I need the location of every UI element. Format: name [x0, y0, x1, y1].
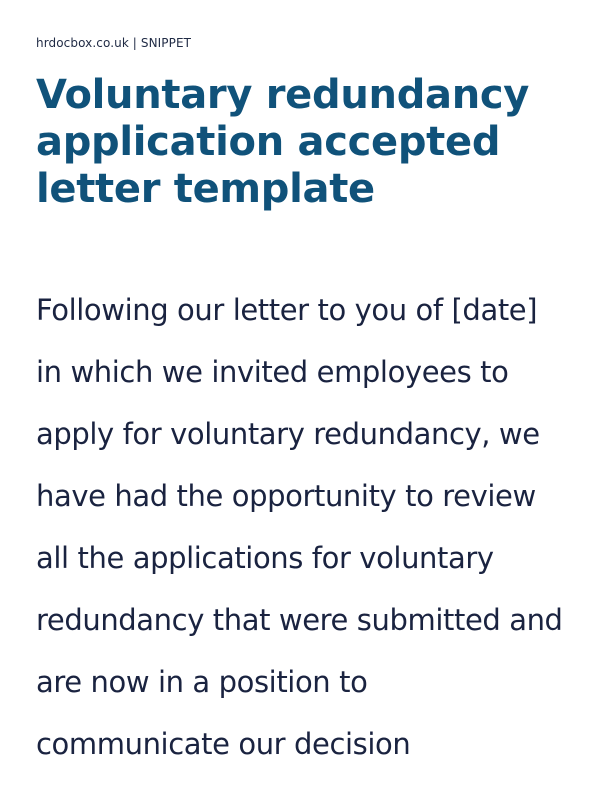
source-label: hrdocbox.co.uk | SNIPPET	[36, 36, 192, 50]
page-title: Voluntary redundancy application accepted letter template	[36, 72, 530, 212]
body-paragraph: Following our letter to you of [date] in which we invited employees to apply for voluntary redundancy, we have had the opportunity to review all the applications for voluntary redundancy that were submitted and are now in a position to communicate our decision	[36, 293, 563, 761]
